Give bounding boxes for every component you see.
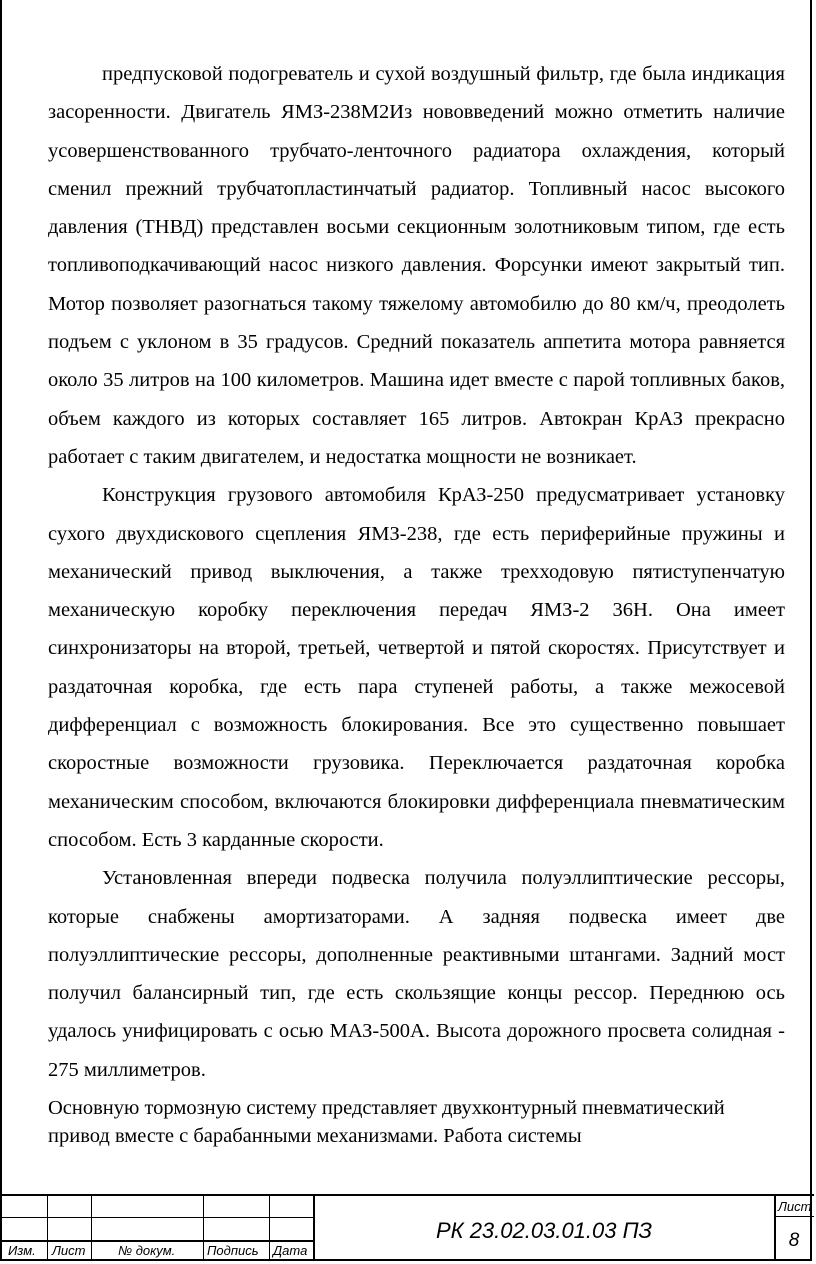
paragraph-transmission: Конструкция грузового автомобиля КрАЗ-250 предусматривает установку сухого двухдискового сцепления ЯМЗ-238, где есть периферийные пружины и механический привод выключения, а также трехходовую пятиступенчатую механическую коробку переключения передач ЯМЗ-2 36Н. Она имеет синхронизаторы на второй, третьей, четвертой и пятой скоростях. Присутствует и раздаточная коробка, где есть пара ступеней работы, а также межосевой дифференциал с возможность блокирования. Все это существенно повышает скоростные возможности грузовика. Переключается раздаточная коробка механическим способом, включаются блокировки дифференциала пневматическим способом. Есть 3 карданные скорости. bbox=[48, 484, 785, 851]
paragraph-brakes: Основную тормозную систему представляет двухконтурный пневматический привод вместе с барабанными механизмами. Работа системы bbox=[48, 1097, 725, 1147]
stamp-row-line bbox=[2, 1240, 313, 1242]
stamp-divider bbox=[91, 1196, 92, 1261]
title-block bbox=[2, 1194, 814, 1261]
stamp-row-line bbox=[2, 1217, 313, 1218]
label-izm: Изм. bbox=[8, 1243, 36, 1258]
document-body bbox=[48, 55, 785, 1150]
paragraph-suspension: Установленная впереди подвеска получила полуэллиптические рессоры, которые снабжены амортизаторами. А задняя подвеска имеет две полуэллиптические рессоры, дополненные реактивными штангами. Задний мост получил балансирный тип, где есть скользящие концы рессор. Переднюю ось удалось унифицировать с осью МАЗ-500А. Высота дорожного просвета солидная - 275 миллиметров. bbox=[48, 867, 785, 1081]
paragraph-engine: предпусковой подогреватель и сухой воздушный фильтр, где была индикация засоренности. Двигатель ЯМЗ-238М2Из нововведений можно отметить наличие усовершенствованного трубчато-ленточного радиатора охлаждения, который сменил прежний трубчатопластинчатый радиатор. Топливный насос высокого давления (ТНВД) представлен восьми секционным золотниковым типом, где есть топливоподкачивающий насос низкого давления. Форсунки имеют закрытый тип. Мотор позволяет разогнаться такому тяжелому автомобилю до 80 км/ч, преодолеть подъем с уклоном в 35 градусов. Средний показатель аппетита мотора равняется около 35 литров на 100 километров. Машина идет вместе с парой топливных баков, объем каждого из которых составляет 165 литров. Автокран КрАЗ прекрасно работает с таким двигателем, и недостатка мощности не возникает. bbox=[48, 63, 785, 468]
stamp-divider bbox=[269, 1196, 270, 1261]
label-dokum: № докум. bbox=[118, 1243, 176, 1258]
document-code: РК 23.02.03.01.03 ПЗ bbox=[435, 1218, 653, 1243]
label-data: Дата bbox=[273, 1243, 308, 1258]
label-podpis: Подпись bbox=[207, 1243, 259, 1258]
stamp-row-line bbox=[774, 1216, 814, 1217]
stamp-divider bbox=[47, 1196, 48, 1261]
label-list: Лист bbox=[52, 1243, 86, 1258]
sheet-number: 8 bbox=[788, 1230, 800, 1251]
label-list-right: Лист bbox=[778, 1199, 812, 1214]
stamp-divider bbox=[203, 1196, 204, 1261]
